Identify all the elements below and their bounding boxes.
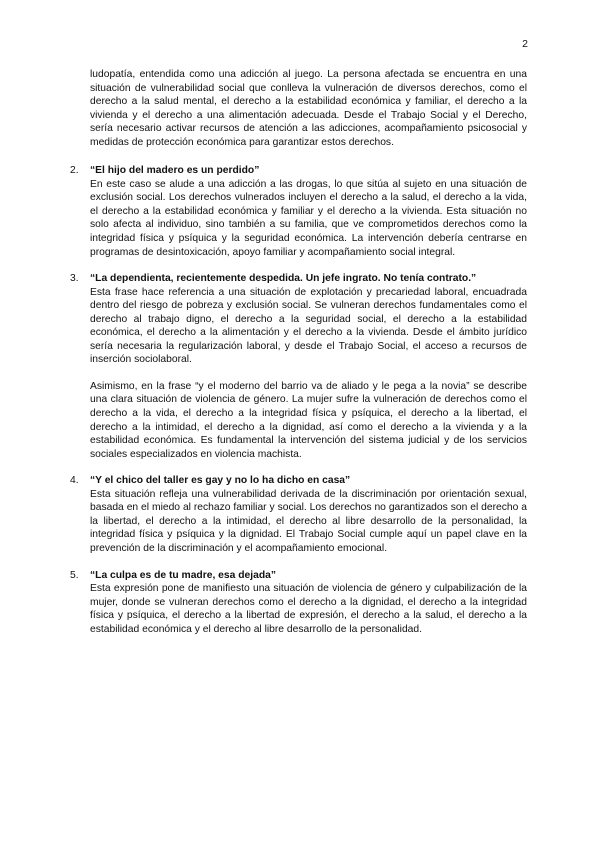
- item-heading: “La dependienta, recientemente despedida. Un jefe ingrato. No tenía contrato.”: [90, 273, 477, 285]
- item-heading: “El hijo del madero es un perdido”: [90, 165, 260, 177]
- item-heading: “La culpa es de tu madre, esa dejada”: [90, 569, 276, 581]
- list-item-3: [70, 272, 527, 461]
- item-paragraph: Esta situación refleja una vulnerabilidad derivada de la discriminación por orientación sexual, basada en el miedo al rechazo familiar y social. Los derechos no garantizados son el derecho a la libertad, el derecho a la intimidad, el derecho al libre desarrollo de la personalidad, la integridad física y psíquica y la dignidad. El Trabajo Social cumple aquí un papel clave en la prevención de la discriminación y el acompañamiento emocional.: [90, 488, 527, 554]
- item-number: 3.: [70, 273, 79, 285]
- item-heading: “Y el chico del taller es gay y no lo ha dicho en casa”: [90, 475, 351, 487]
- page-number: 2: [522, 38, 528, 50]
- document-body: [70, 68, 527, 649]
- item-paragraph: En este caso se alude a una adicción a las drogas, lo que sitúa al sujeto en una situación de exclusión social. Los derechos vulnerados incluyen el derecho a la salud, el derecho a la vida, el derecho a la estabilidad económica y familiar y el derecho a la vivienda. Esta situación no solo afecta al individuo, sino también a su familia, que ve comprometidos derechos como la integridad física y psíquica y la seguridad económica. La intervención debería centrarse en programas de desintoxicación, apoyo familiar y acompañamiento social integral.: [90, 178, 527, 258]
- list-item-5: [70, 569, 527, 637]
- item-number: 5.: [70, 569, 79, 581]
- item-paragraph: Esta expresión pone de manifiesto una situación de violencia de género y culpabilización de la mujer, donde se vulneran derechos como el derecho a la dignidad, el derecho a la integridad física y psíquica, el derecho a la libertad de expresión, el derecho a la salud, el derecho a la estabilidad económica y el derecho al libre desarrollo de la personalidad.: [90, 583, 527, 635]
- item-paragraph: Esta frase hace referencia a una situación de explotación y precariedad laboral, encuadrada dentro del riesgo de pobreza y exclusión social. Se vulneran derechos fundamentales como el derecho al trabajo digno, el derecho a la seguridad social, el derecho a la estabilidad económica, el derecho a la alimentación y el derecho a la vivienda. Desde el ámbito jurídico sería necesaria la regularización laboral, y desde el Trabajo Social, el acceso a recursos de inserción sociolaboral.: [90, 286, 527, 366]
- item-paragraph: Asimismo, en la frase “y el moderno del barrio va de aliado y le pega a la novia” se describe una clara situación de violencia de género. La mujer sufre la vulneración de derechos como el derecho a la vida, el derecho a la integridad física y psíquica, el derecho a la libertad, el derecho a la intimidad, el derecho a la dignidad, así como el derecho a la vivienda y a la estabilidad económica. Es fundamental la intervención del sistema judicial y de los servicios sociales especializados en violencia machista.: [90, 380, 527, 460]
- item-number: 2.: [70, 165, 79, 177]
- list-item-4: [70, 474, 527, 555]
- intro-paragraph: ludopatía, entendida como una adicción al juego. La persona afectada se encuentra en una situación de vulnerabilidad social que conlleva la vulneración de diversos derechos, como el derecho a la salud mental, el derecho a la estabilidad económica y familiar, el derecho a la vivienda y el derecho a una alimentación adecuada. Desde el Trabajo Social y el Derecho, sería necesario activar recursos de atención a las adicciones, acompañamiento psicosocial y medidas de protección económica para garantizar estos derechos.: [90, 69, 527, 148]
- item-number: 4.: [70, 475, 79, 487]
- list-item-2: [70, 164, 527, 259]
